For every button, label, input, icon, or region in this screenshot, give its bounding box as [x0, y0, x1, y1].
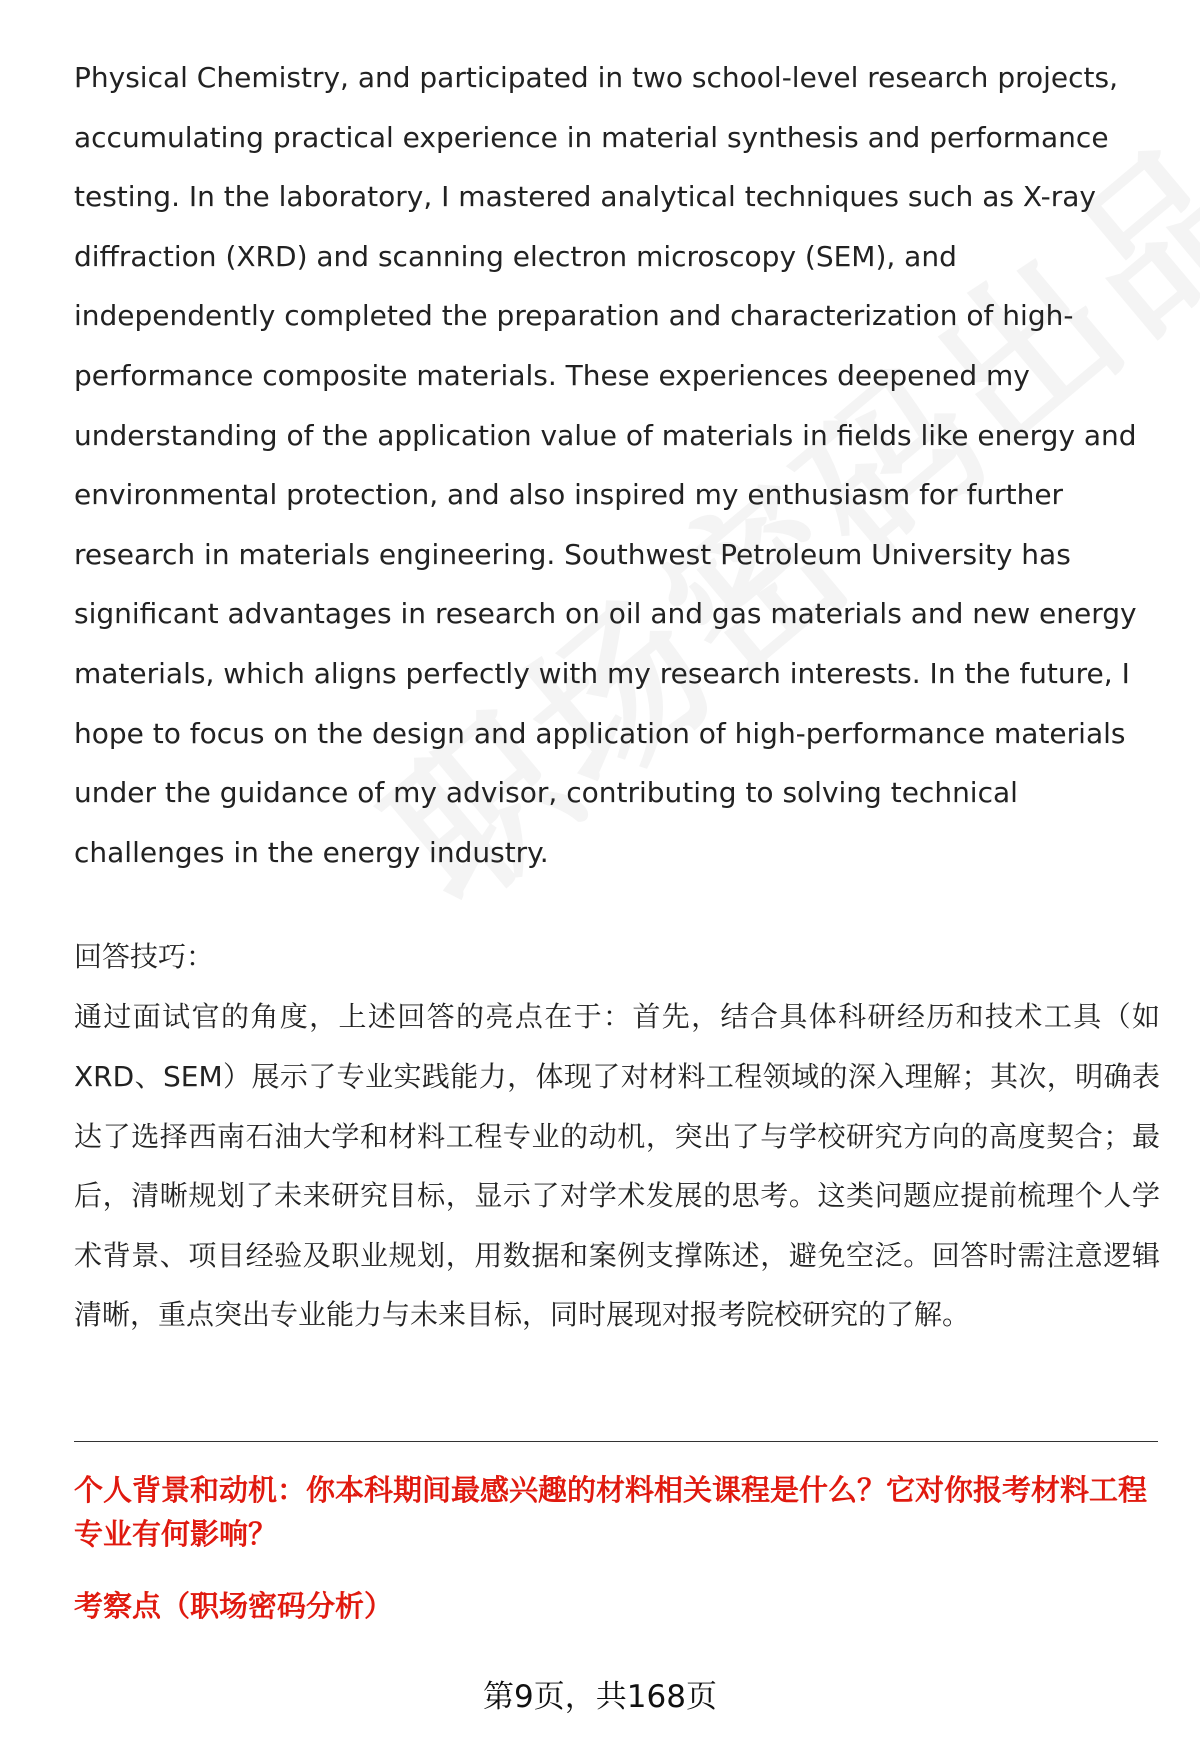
- tips-heading: 回答技巧：: [74, 940, 215, 974]
- tips-paragraph: 通过面试官的角度，上述回答的亮点在于：首先，结合具体科研经历和技术工具（如XRD、SEM）展示了专业实践能力，体现了对材料工程领域的深入理解；其次，明确表达了选择西南石油大学和材料工程专业的动机，突出了与学校研究方向的高度契合；最后，清晰规划了未来研究目标，显示了对学术发展的思考。这类问题应提前梳理个人学术背景、项目经验及职业规划，用数据和案例支撑陈述，避免空泛。回答时需注意逻辑清晰，重点突出专业能力与未来目标，同时展现对报考院校研究的了解。: [74, 1000, 1160, 1332]
- english-answer-paragraph: Physical Chemistry, and participated in two school-level research projects, accumulating practical experience in material synthesis and performance testing. In the laboratory, I mastered analytical techniques such as X-ray diffraction (XRD) and scanning electron microscopy (SEM), and independently completed the preparation and characterization of high-performance composite materials. These experiences deepened my understanding of the application value of materials in fields like energy and environmental protection, and also inspired my enthusiasm for further research in materials engineering. Southwest Petroleum University has significant advantages in research on oil and gas materials and new energy materials, which aligns perfectly with my research interests. In the future, I hope to focus on the design and application of high-performance materials under the guidance of my advisor, contributing to solving technical challenges in the energy industry.: [74, 61, 1137, 869]
- exam-point-heading: 考察点（职场密码分析）: [74, 1589, 394, 1623]
- next-question-heading: 个人背景和动机：你本科期间最感兴趣的材料相关课程是什么？它对你报考材料工程专业有何影响？: [74, 1473, 1148, 1551]
- answer-content: [74, 48, 1160, 1345]
- answer-tips-section: [74, 927, 1160, 1345]
- page-number: 第9页，共168页: [483, 1679, 717, 1715]
- section-divider: [74, 1441, 1158, 1442]
